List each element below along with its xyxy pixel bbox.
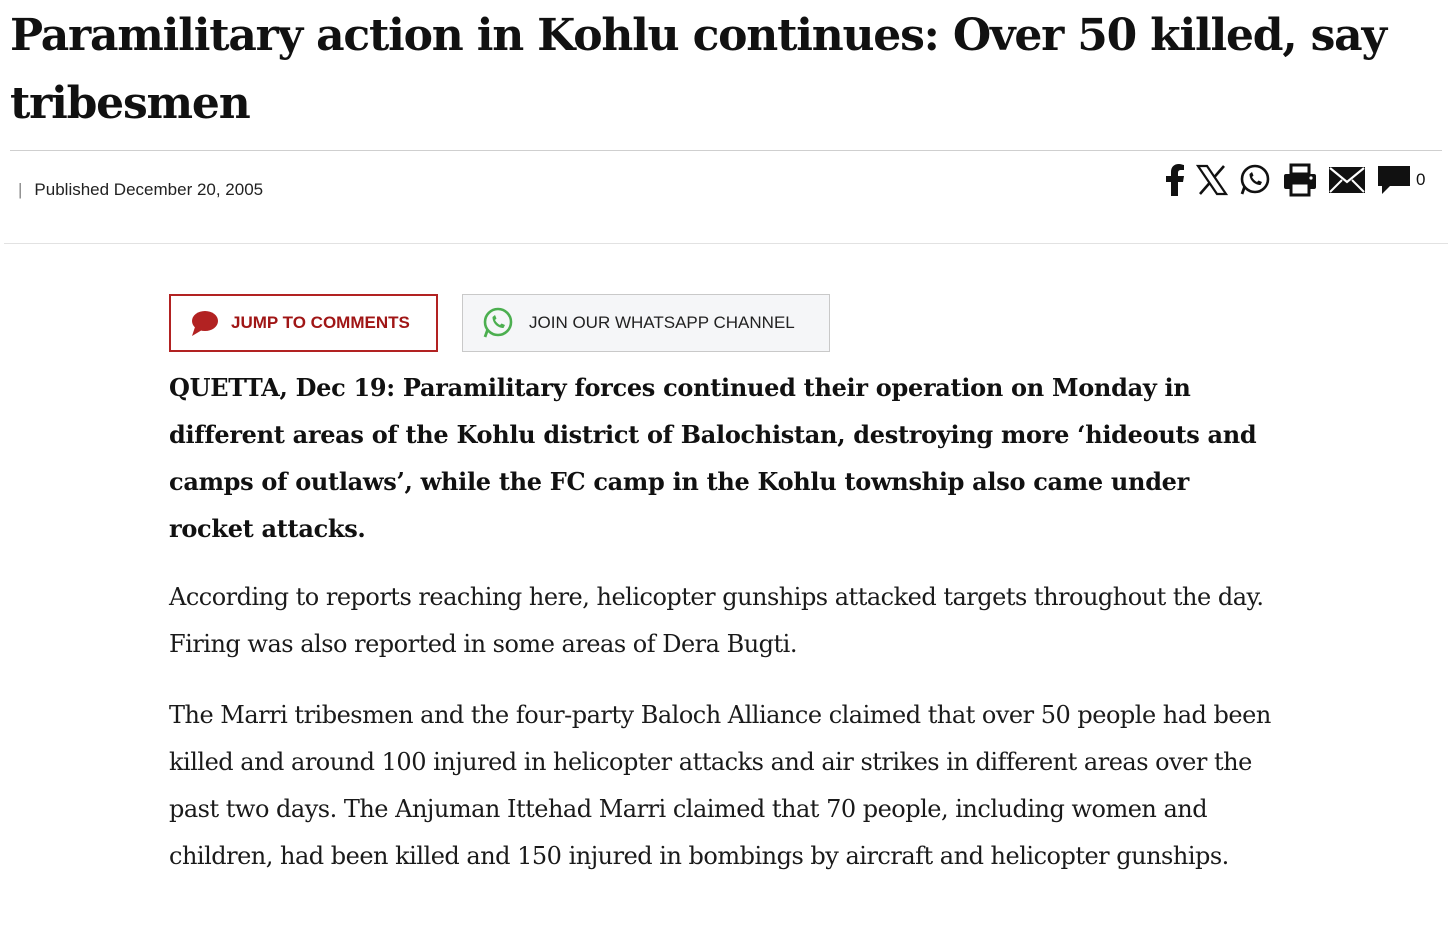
email-icon[interactable] xyxy=(1328,166,1366,194)
share-bar xyxy=(1164,160,1425,200)
meta-separator: | xyxy=(18,180,23,199)
article-paragraph: The Marri tribesmen and the four-party Baloch Alliance claimed that over 50 people had been killed and around 100 injured in helicopter attacks and air strikes in different areas over the past two days. The Anjuman Ittehad Marri claimed that 70 people, including women and children, had been killed and 150 injured in bombings by aircraft and helicopter gunships. xyxy=(169,701,1271,870)
comment-icon[interactable] xyxy=(1376,164,1412,196)
divider xyxy=(10,150,1442,151)
jump-to-comments-button[interactable] xyxy=(169,294,438,352)
comment-count[interactable]: 0 xyxy=(1416,170,1426,189)
divider xyxy=(4,243,1448,244)
article-body xyxy=(169,364,1279,904)
article-headline: Paramilitary action in Kohlu continues: Over 50 killed, say tribesmen xyxy=(10,10,1386,129)
jump-to-comments-label: JUMP TO COMMENTS xyxy=(231,313,410,332)
print-icon[interactable] xyxy=(1282,163,1318,197)
article-meta xyxy=(18,180,263,200)
join-whatsapp-label: JOIN OUR WHATSAPP CHANNEL xyxy=(529,313,795,332)
article-paragraph: According to reports reaching here, helicopter gunships attacked targets throughout the day. Firing was also reported in some areas of Dera Bugti. xyxy=(169,583,1264,658)
whatsapp-icon xyxy=(481,306,515,340)
x-icon[interactable] xyxy=(1196,164,1228,196)
article-lead: QUETTA, Dec 19: Paramilitary forces continued their operation on Monday in different areas of the Kohlu district of Balochistan, destroying more ‘hideouts and camps of outlaws’, while the FC camp in the Kohlu township also came under rocket attacks. xyxy=(169,373,1257,543)
speech-bubble-icon xyxy=(189,309,219,337)
whatsapp-icon[interactable] xyxy=(1238,163,1272,197)
facebook-icon[interactable] xyxy=(1164,164,1186,196)
published-date: Published December 20, 2005 xyxy=(34,180,264,199)
join-whatsapp-channel-button[interactable] xyxy=(462,294,830,352)
